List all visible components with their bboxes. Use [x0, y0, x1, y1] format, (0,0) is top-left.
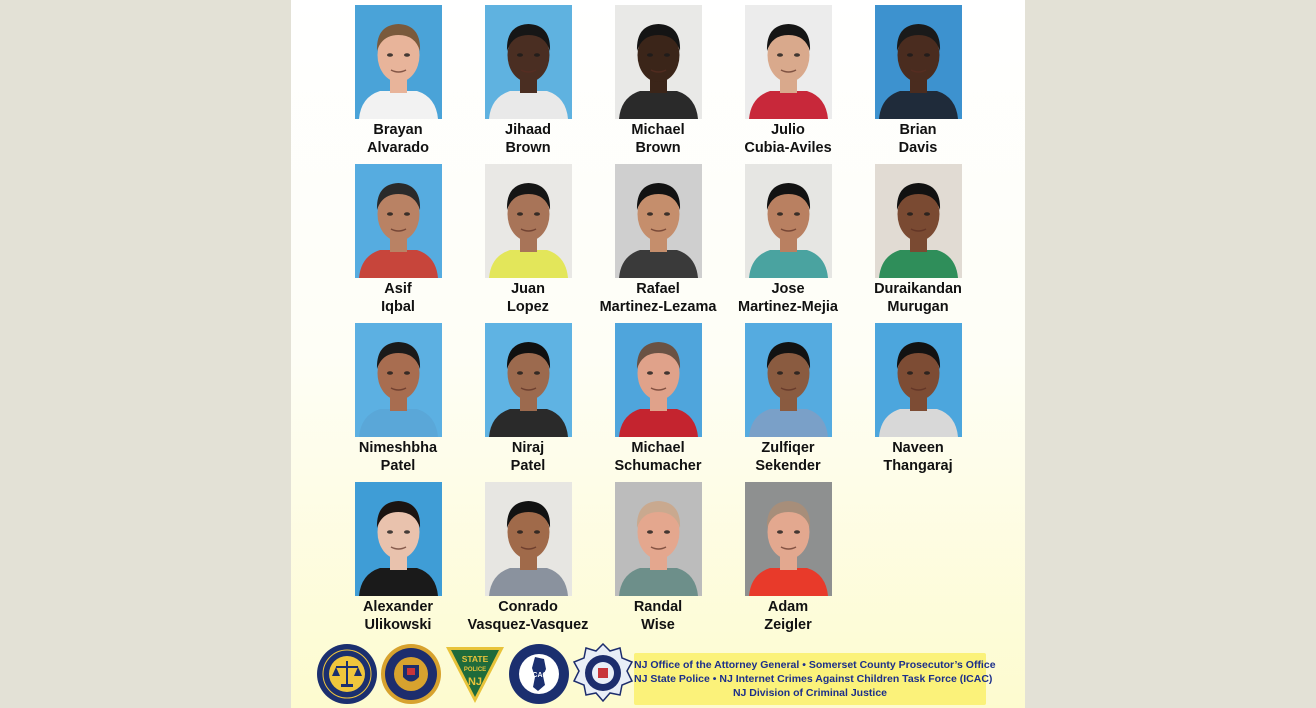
mugshot-photo: [485, 482, 572, 596]
mugshot-photo: [615, 164, 702, 278]
person-name: [593, 121, 723, 157]
first-name: Zulfiqer: [761, 440, 815, 456]
last-name: Wise: [641, 617, 675, 633]
agency-banner: [634, 653, 996, 705]
person-card: [593, 318, 733, 476]
first-name: Michael: [631, 122, 685, 138]
person-card: [463, 0, 603, 158]
mugshot-photo: [745, 164, 832, 278]
person-name: [463, 121, 593, 157]
svg-text:ICAC: ICAC: [530, 672, 548, 679]
person-card: [463, 477, 603, 635]
person-name: [593, 280, 723, 316]
person-name: [723, 598, 853, 634]
first-name: Juan: [511, 281, 545, 297]
last-name: Murugan: [887, 299, 949, 315]
person-card: [593, 159, 733, 317]
svg-text:STATE: STATE: [461, 654, 489, 664]
mugshot-photo: [355, 5, 442, 119]
first-name: Randal: [633, 599, 683, 615]
person-card: [333, 318, 473, 476]
first-name: Jose: [771, 281, 805, 297]
person-name: [723, 439, 853, 475]
person-name: [463, 598, 593, 634]
person-card: [333, 0, 473, 158]
last-name: Ulikowski: [364, 617, 432, 633]
mugshot-photo: [745, 482, 832, 596]
last-name: Brown: [635, 140, 681, 156]
last-name: Martinez-Lezama: [599, 299, 717, 315]
mugshot-photo: [615, 323, 702, 437]
attorney-general-seal: [316, 643, 378, 705]
last-name: Alvarado: [366, 140, 430, 156]
person-name: [853, 439, 983, 475]
person-name: [723, 121, 853, 157]
person-card: [853, 0, 993, 158]
person-name: [463, 439, 593, 475]
svg-text:NJ: NJ: [467, 676, 483, 688]
first-name: Conrado: [498, 599, 558, 615]
banner-line-3: NJ Division of Criminal Justice: [732, 687, 888, 699]
mugshot-photo: [615, 482, 702, 596]
mugshot-photo: [485, 323, 572, 437]
person-name: [463, 280, 593, 316]
person-card: [463, 318, 603, 476]
last-name: Brown: [505, 140, 551, 156]
first-name: Brayan: [373, 122, 423, 138]
person-card: [593, 0, 733, 158]
first-name: Duraikandan: [874, 281, 962, 297]
state-police-badge: [444, 643, 506, 705]
person-card: [853, 318, 993, 476]
last-name: Schumacher: [614, 458, 702, 474]
mugshot-photo: [875, 323, 962, 437]
last-name: Thangaraj: [883, 458, 953, 474]
person-name: [593, 598, 723, 634]
first-name: Asif: [384, 281, 412, 297]
person-card: [723, 477, 863, 635]
last-name: Davis: [898, 140, 938, 156]
person-card: [853, 159, 993, 317]
first-name: Naveen: [892, 440, 944, 456]
last-name: Martinez-Mejia: [738, 299, 838, 315]
somerset-prosecutor-seal: [380, 643, 442, 705]
person-name: [593, 439, 723, 475]
person-card: [723, 0, 863, 158]
person-card: [593, 477, 733, 635]
person-name: [853, 121, 983, 157]
mugshot-photo: [745, 5, 832, 119]
person-name: [333, 439, 463, 475]
last-name: Patel: [510, 458, 546, 474]
last-name: Iqbal: [381, 299, 415, 315]
first-name: Julio: [771, 122, 805, 138]
first-name: Niraj: [511, 440, 545, 456]
mugshot-photo: [355, 164, 442, 278]
last-name: Vasquez-Vasquez: [467, 617, 589, 633]
person-card: [333, 477, 473, 635]
first-name: Adam: [767, 599, 809, 615]
svg-text:POLICE: POLICE: [463, 667, 487, 673]
mugshot-photo: [485, 5, 572, 119]
first-name: Alexander: [362, 599, 434, 615]
person-name: [333, 280, 463, 316]
mugshot-photo: [485, 164, 572, 278]
first-name: Michael: [631, 440, 685, 456]
last-name: Zeigler: [764, 617, 812, 633]
first-name: Jihaad: [505, 122, 551, 138]
last-name: Sekender: [755, 458, 821, 474]
mugshot-photo: [615, 5, 702, 119]
person-card: [723, 318, 863, 476]
icac-seal: [508, 643, 570, 705]
person-card: [723, 159, 863, 317]
mugshot-photo: [355, 323, 442, 437]
first-name: Rafael: [636, 281, 680, 297]
banner-line-1: NJ Office of the Attorney General • Somerset County Prosecutor’s Office: [634, 659, 996, 671]
person-name: [333, 121, 463, 157]
person-name: [723, 280, 853, 316]
person-name: [853, 280, 983, 316]
person-name: [333, 598, 463, 634]
mugshot-photo: [355, 482, 442, 596]
last-name: Cubia-Aviles: [744, 140, 832, 156]
mugshot-photo: [875, 164, 962, 278]
division-criminal-justice-seal: [572, 643, 634, 705]
mugshot-photo: [875, 5, 962, 119]
first-name: Nimeshbha: [358, 440, 438, 456]
agency-footer: [316, 641, 996, 708]
last-name: Patel: [380, 458, 416, 474]
mugshot-photo: [745, 323, 832, 437]
arrest-poster: [291, 0, 1025, 708]
last-name: Lopez: [507, 299, 549, 315]
first-name: Brian: [899, 122, 937, 138]
banner-line-2: NJ State Police • NJ Internet Crimes Against Children Task Force (ICAC): [634, 673, 993, 685]
person-card: [333, 159, 473, 317]
person-card: [463, 159, 603, 317]
